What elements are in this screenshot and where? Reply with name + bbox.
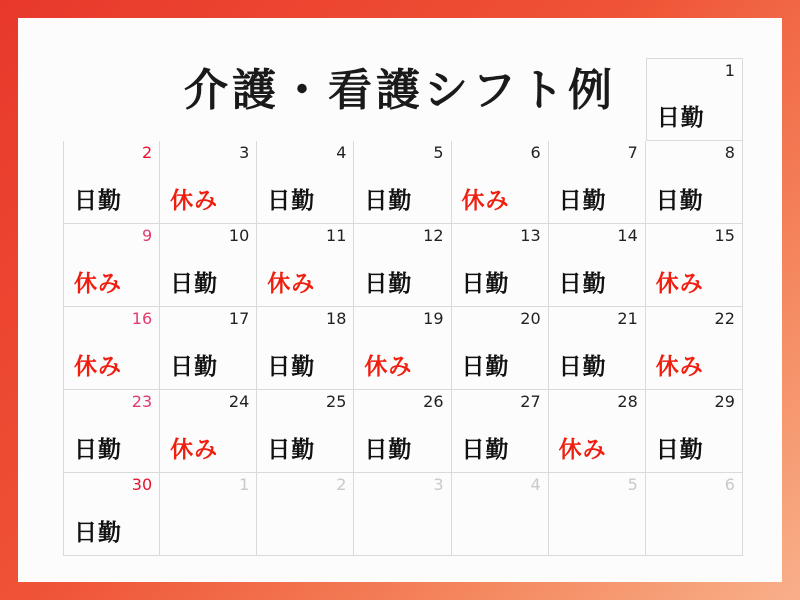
calendar-cell[interactable] (63, 141, 160, 224)
calendar-cell-empty (549, 58, 646, 141)
calendar-cell-empty (452, 58, 549, 141)
day-number: 1 (239, 475, 250, 494)
shift-label: 日勤 (461, 271, 510, 297)
day-number: 2 (336, 475, 347, 494)
shift-label: 日勤 (74, 437, 122, 463)
day-number: 22 (714, 309, 735, 328)
shift-label: 休み (170, 437, 219, 463)
day-number: 5 (627, 475, 638, 494)
calendar-cell[interactable] (452, 224, 549, 307)
day-number: 14 (617, 226, 638, 245)
day-number: 12 (423, 226, 444, 245)
day-number: 20 (520, 309, 541, 328)
table-row (63, 58, 743, 141)
calendar-cell[interactable] (549, 224, 646, 307)
calendar-cell[interactable] (549, 141, 646, 224)
shift-label: 日勤 (267, 354, 316, 380)
shift-label: 休み (74, 271, 122, 297)
day-number: 4 (336, 143, 347, 162)
shift-label: 日勤 (558, 271, 607, 297)
shift-label: 休み (655, 354, 704, 380)
table-row (63, 307, 743, 390)
calendar-cell[interactable] (354, 141, 451, 224)
calendar-cell[interactable] (63, 473, 160, 556)
shift-label: 日勤 (364, 188, 413, 214)
day-number: 30 (131, 475, 153, 494)
shift-label: 日勤 (170, 271, 219, 297)
day-number: 29 (714, 392, 735, 411)
day-number: 19 (423, 309, 444, 328)
shift-label: 日勤 (558, 188, 607, 214)
calendar-cell-next-month[interactable] (354, 473, 451, 556)
shift-label: 日勤 (656, 105, 705, 131)
day-number: 1 (724, 61, 735, 80)
calendar-cell[interactable] (257, 224, 354, 307)
shift-label: 日勤 (74, 188, 122, 214)
calendar-cell[interactable] (63, 390, 160, 473)
shift-label: 日勤 (364, 437, 413, 463)
day-number: 7 (627, 143, 638, 162)
day-number: 4 (530, 475, 541, 494)
shift-label: 日勤 (461, 354, 510, 380)
calendar-cell[interactable] (452, 390, 549, 473)
calendar-cell-next-month[interactable] (452, 473, 549, 556)
calendar-cell-next-month[interactable] (646, 473, 743, 556)
calendar-cell[interactable] (160, 224, 257, 307)
day-number: 8 (724, 143, 735, 162)
day-number: 27 (520, 392, 541, 411)
day-number: 25 (326, 392, 347, 411)
calendar-cell-next-month[interactable] (257, 473, 354, 556)
day-number: 24 (228, 392, 250, 411)
shift-label: 休み (170, 188, 219, 214)
calendar-cell[interactable] (354, 307, 451, 390)
table-row (63, 224, 743, 307)
calendar-cell[interactable] (354, 390, 451, 473)
day-number: 11 (326, 226, 347, 245)
calendar-cell[interactable] (646, 307, 743, 390)
calendar-cell[interactable] (452, 141, 549, 224)
table-row (63, 390, 743, 473)
day-number: 13 (520, 226, 541, 245)
shift-label: 休み (558, 437, 607, 463)
calendar-cell-next-month[interactable] (160, 473, 257, 556)
shift-calendar (63, 58, 743, 556)
shift-label: 日勤 (74, 520, 122, 546)
calendar-cell[interactable] (160, 307, 257, 390)
calendar-cell[interactable] (257, 141, 354, 224)
calendar-cell[interactable] (160, 141, 257, 224)
calendar-cell[interactable] (257, 307, 354, 390)
day-number: 16 (131, 309, 153, 328)
shift-label: 休み (267, 271, 316, 297)
calendar-cell[interactable] (63, 307, 160, 390)
calendar-cell-next-month[interactable] (549, 473, 646, 556)
table-row (63, 473, 743, 556)
day-number: 28 (617, 392, 638, 411)
shift-label: 日勤 (170, 354, 219, 380)
calendar-cell[interactable] (549, 307, 646, 390)
calendar-cell[interactable] (452, 307, 549, 390)
day-number: 21 (617, 309, 638, 328)
shift-label: 日勤 (655, 437, 704, 463)
day-number: 23 (131, 392, 153, 411)
day-number: 2 (141, 143, 153, 162)
shift-label: 日勤 (267, 437, 316, 463)
shift-label: 日勤 (364, 271, 413, 297)
calendar-cell[interactable] (646, 224, 743, 307)
calendar-cell-empty (354, 58, 451, 141)
calendar-cell[interactable] (63, 224, 160, 307)
day-number: 17 (228, 309, 250, 328)
calendar-cell[interactable] (354, 224, 451, 307)
day-number: 18 (326, 309, 347, 328)
day-number: 6 (724, 475, 735, 494)
day-number: 9 (141, 226, 153, 245)
shift-label: 日勤 (655, 188, 704, 214)
calendar-cell[interactable] (160, 390, 257, 473)
slide-content (18, 18, 782, 582)
shift-label: 日勤 (558, 354, 607, 380)
day-number: 3 (239, 143, 250, 162)
calendar-cell-empty (160, 58, 257, 141)
shift-label: 日勤 (461, 437, 510, 463)
day-number: 5 (433, 143, 444, 162)
calendar-cell[interactable] (549, 390, 646, 473)
calendar-cell[interactable] (646, 58, 743, 141)
calendar-cell-empty (63, 58, 160, 141)
day-number: 15 (714, 226, 735, 245)
day-number: 10 (228, 226, 250, 245)
day-number: 6 (530, 143, 541, 162)
shift-label: 休み (461, 188, 510, 214)
calendar-cell[interactable] (257, 390, 354, 473)
shift-label: 休み (655, 271, 704, 297)
day-number: 3 (433, 475, 444, 494)
calendar-cell[interactable] (646, 390, 743, 473)
calendar-cell[interactable] (646, 141, 743, 224)
shift-label: 休み (364, 354, 413, 380)
table-row (63, 141, 743, 224)
calendar-cell-empty (257, 58, 354, 141)
day-number: 26 (423, 392, 444, 411)
page-title: 介護・看護シフト例 (184, 65, 616, 116)
shift-label: 日勤 (267, 188, 316, 214)
shift-label: 休み (74, 354, 122, 380)
